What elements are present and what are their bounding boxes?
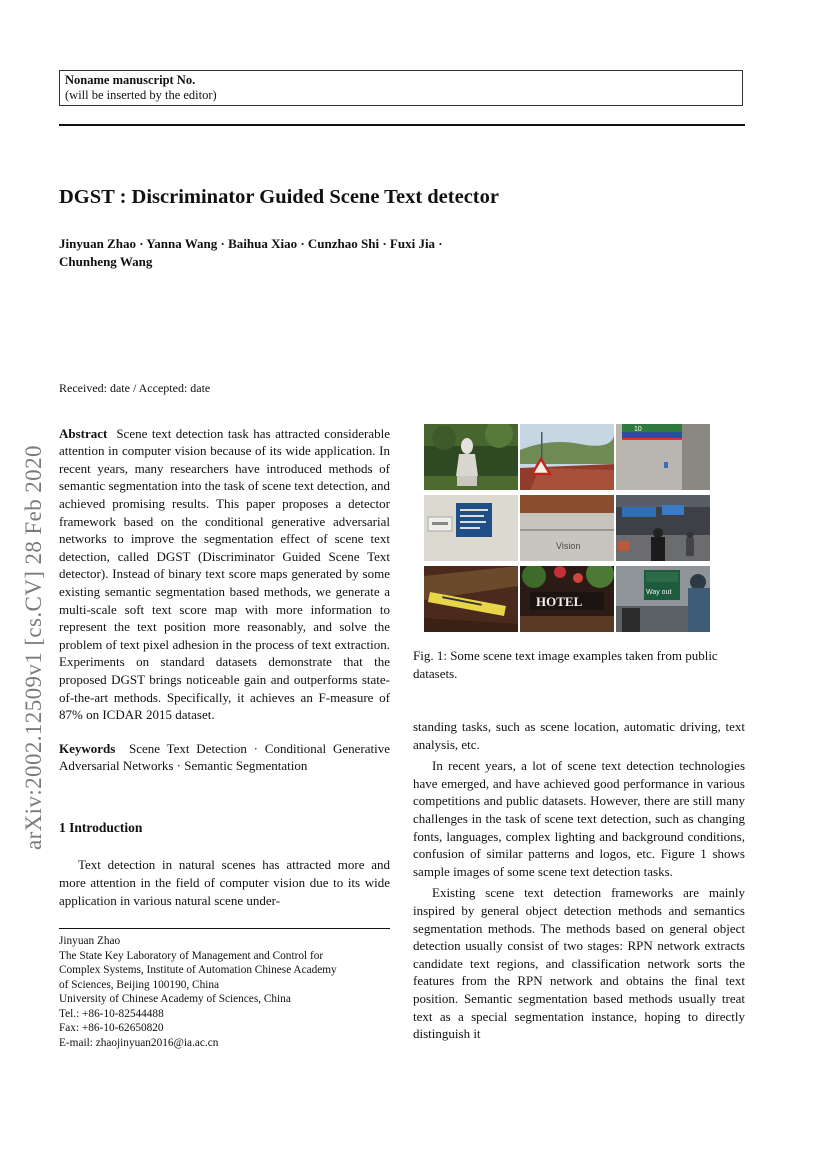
left-column [59,380,390,909]
sample-image-hotel-sign [520,566,614,632]
way-out-text: Way out [646,589,672,596]
author-list [59,235,579,271]
abstract-label: Abstract [59,425,108,441]
sample-image-vision-panel [520,495,614,561]
author-footnote [59,928,390,1050]
sample-image-statue [424,424,518,490]
footnote-line: Fax: +86-10-62650820 [59,1022,164,1034]
footnote-line: of Sciences, Beijing 100190, China [59,978,220,991]
arxiv-stamp: arXiv:2002.12509v1 [cs.CV] 28 Feb 2020 [21,445,46,850]
footnote-line: Tel.: +86-10-82544488 [59,1007,164,1020]
sample-image-warning-sign [520,424,614,490]
keywords-text: Scene Text Detection · Conditional Generative Adversarial Networks · Semantic Segmentation [59,740,391,774]
sample-image-station-sign [616,424,710,490]
footnote-line: E-mail: zhaojinyuan2016@ia.ac.cn [59,1036,219,1049]
sample-image-way-out [616,566,710,632]
footnote-line: Complex Systems, Institute of Automation Chinese Academy [59,964,337,976]
editor-line: (will be inserted by the editor) [65,88,217,102]
abstract [59,425,390,724]
footnote-rule [59,928,390,929]
station-sign-number: 10 [634,426,642,433]
keywords-label: Keywords [59,740,116,756]
section-heading-introduction: 1 Introduction [59,819,143,835]
vision-panel-text: Vision [556,541,581,551]
sample-image-airport-hall [616,495,710,561]
intro-paragraph-1-continued: standing tasks, such as scene location, automatic driving, text analysis, etc. [413,719,745,752]
header-rule [59,124,745,126]
intro-paragraph-1: Text detection in natural scenes has attracted more and more attention in the field of computer vision due to its wide application in various natural scene under- [59,857,390,908]
footnote-line: The State Key Laboratory of Management and Control for [59,949,324,962]
footnote-line: Jinyuan Zhao [59,935,121,947]
authors-line-1: Jinyuan Zhao · Yanna Wang · Baihua Xiao · Cunzhao Shi · Fuxi Jia · [59,236,443,251]
authors-line-2: Chunheng Wang [59,254,153,269]
editor-box [59,70,743,106]
abstract-text: Scene text detection task has attracted considerable attention in computer vision because of its wide application. In recent years, many researchers have introduced methods of semantic segmentation into the task of scene text detection, and achieved promising results. This paper proposes a detector framework based on the conditional generative adversarial networks to improve the segmentation effect of scene text detection, called DGST (Discriminator Guided Scene Text detector). Instead of binary text score maps generated by some existing semantic segmentation based methods, we generate a multi-scale soft text score map with more information to represent the text position more reasonably, and solve the problem of text pixel adhesion in the process of text extraction. Experiments on standard datasets demonstrate that the proposed DGST brings noticeable gain and outperforms state-of-the-art methods. Specifically, it achieves an F-measure of 87% on ICDAR 2015 dataset. [59,425,391,723]
keywords [59,740,390,775]
intro-paragraph-2: In recent years, a lot of scene text detection technologies have emerged, and have achieved good performance in various competitions and public datasets. However, there are still many challenges in the task of scene text detection, such as changing fonts, languages, complex lighting and background conditions, confusion of similar patterns and logos, etc. Figure 1 shows sample images of some scene text detection tasks. [413,758,745,879]
intro-paragraph-3: Existing scene text detection frameworks are mainly inspired by general object detection methods and semantics segmentation methods. The methods based on general object detection usually consist of two stages: RPN network extracts candidate text regions, and classification network sorts the features from the RPN network and obtains the final text position. Semantic segmentation based methods usually treat text as a special segmentation instance, hoping to directly distinguish it [413,885,745,1042]
sample-image-wall-signs [424,495,518,561]
manuscript-line: Noname manuscript No. [65,73,196,87]
figure-1-image-grid [424,424,734,632]
received-date: Received: date / Accepted: date [59,381,211,395]
paper-title: DGST : Discriminator Guided Scene Text detector [59,186,499,208]
figure-1-caption: Fig. 1: Some scene text image examples taken from public datasets. [413,648,718,681]
sample-image-yellow-label [424,566,518,632]
hotel-sign-text: HOTEL [536,594,583,609]
footnote-line: University of Chinese Academy of Sciences, China [59,993,291,1005]
right-column [413,718,745,1043]
